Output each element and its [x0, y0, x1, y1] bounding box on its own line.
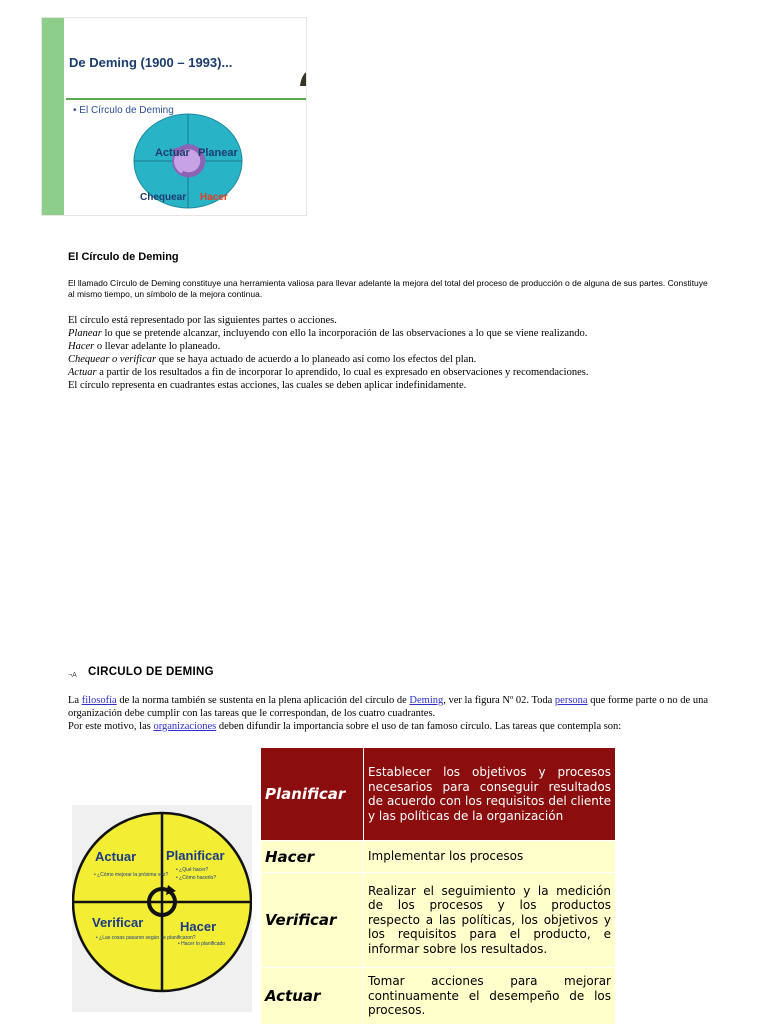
deming-portrait-icon [298, 48, 307, 86]
pdca-circle [132, 111, 244, 211]
para-text: , ver la figura Nº 02. Toda [443, 695, 555, 706]
list-item-chequear [68, 353, 708, 366]
slide-actuar: Actuar [155, 147, 190, 159]
link-organizaciones[interactable]: organizaciones [153, 721, 217, 732]
list-lead: El círculo está representado por las siguientes partes o acciones. [68, 315, 337, 326]
slide-side-bar [42, 18, 64, 215]
para-text: deben difundir la importancia sobre el uso de tan famoso círculo. Las tareas que contempla son: [216, 721, 622, 732]
list-item-actuar [68, 366, 708, 379]
desc-planear: lo que se pretende alcanzar, incluyendo con ello la incorporación de las observaciones a lo que se viene realizando. [101, 328, 588, 339]
pdca-table [260, 747, 616, 1025]
section-heading-circulo: El Círculo de Deming [68, 251, 179, 263]
heading-marker-icon: ¬A [68, 672, 77, 679]
row-text-hacer: Implementar los procesos [364, 841, 616, 873]
para-text: que forme parte o no de una organización debe cumplir con las tareas que le correspondan, de los cuatro cuadrantes. [68, 695, 708, 719]
row-text-actuar: Tomar acciones para mejorar continuamente el desempeño de los procesos. [364, 968, 616, 1025]
slide-bullet-text: El Círculo de Deming [79, 105, 174, 116]
slide-title: De Deming (1900 – 1993)... [69, 55, 233, 70]
list-closing: El círculo representa en cuadrantes estas acciones, las cuales se deben aplicar indefinidamente. [68, 380, 467, 391]
wheel-hacer: Hacer [180, 919, 217, 934]
link-persona[interactable]: persona [554, 695, 588, 706]
table-row-hacer [261, 841, 616, 873]
wheel-verificar: Verificar [92, 915, 144, 930]
wheel-planificar: Planificar [166, 848, 225, 863]
row-label-planificar: Planificar [261, 748, 364, 841]
row-label-hacer: Hacer [261, 841, 364, 873]
actions-list [68, 314, 708, 392]
wheel-actuar-note: • ¿Cómo mejorar la próxima vez? [94, 872, 169, 878]
table-row-actuar [261, 968, 616, 1025]
wheel-actuar: Actuar [95, 849, 137, 864]
desc-chequear: que se haya actuado de acuerdo a lo planeado así como los efectos del plan. [156, 354, 477, 365]
slide-divider [66, 98, 306, 100]
slide-chequear: Chequear [140, 192, 187, 203]
slide-bullet: • El Círculo de Deming [73, 105, 174, 116]
term-actuar: Actuar [68, 367, 97, 378]
term-hacer: Hacer [68, 341, 95, 352]
desc-actuar: a partir de los resultados a fin de incorporar lo aprendido, lo cual es expresado en observaciones y recomendaciones. [96, 367, 589, 378]
slide-hacer: Hacer [200, 192, 228, 203]
term-planear: Planear [68, 328, 102, 339]
slide-planear: Planear [198, 147, 238, 159]
pdca-wheel [72, 805, 252, 1012]
intro-paragraph: El llamado Círculo de Deming constituye una herramienta valiosa para llevar adelante la mejora del total del proceso de producción o de alguna de sus partes. Constituye al mismo tiempo, un símbolo de la mejora continua. [68, 278, 708, 299]
section-heading-circulo-deming: CIRCULO DE DEMING [88, 666, 214, 678]
wheel-hacer-note: • Hacer lo planificado [178, 941, 226, 947]
row-label-verificar: Verificar [261, 873, 364, 968]
desc-hacer: o llevar adelante lo planeado. [94, 341, 221, 352]
para-text: Por este motivo, las [68, 721, 154, 732]
deming-paragraph [68, 694, 708, 733]
link-deming[interactable]: Deming [409, 695, 444, 706]
slide-top-bar [42, 18, 306, 40]
row-label-actuar: Actuar [261, 968, 364, 1025]
para-text: de la norma también se sustenta en la plena aplicación del círculo de [116, 695, 410, 706]
wheel-planificar-note-2: • ¿Cómo hacerlo? [176, 875, 217, 881]
term-chequear: Chequear o verificar [68, 354, 157, 365]
wheel-planificar-note-1: • ¿Qué hacer? [176, 867, 209, 873]
list-item-hacer [68, 340, 708, 353]
table-row-planificar [261, 748, 616, 841]
row-text-verificar: Realizar el seguimiento y la medición de los procesos y los productos respecto a las políticas, los objetivos y los requisitos para el producto, e informar sobre los resultados. [364, 873, 616, 968]
link-filosofia[interactable]: filosofía [81, 695, 117, 706]
table-row-verificar [261, 873, 616, 968]
wheel-verificar-note: • ¿Las cosas pasaron según se planificaron? [96, 935, 196, 941]
para-text: La [68, 695, 82, 706]
list-item-planear [68, 327, 708, 340]
deming-slide [41, 17, 307, 216]
row-text-planificar: Establecer los objetivos y procesos necesarios para conseguir resultados de acuerdo con los requisitos del cliente y las políticas de la organización [364, 748, 616, 841]
